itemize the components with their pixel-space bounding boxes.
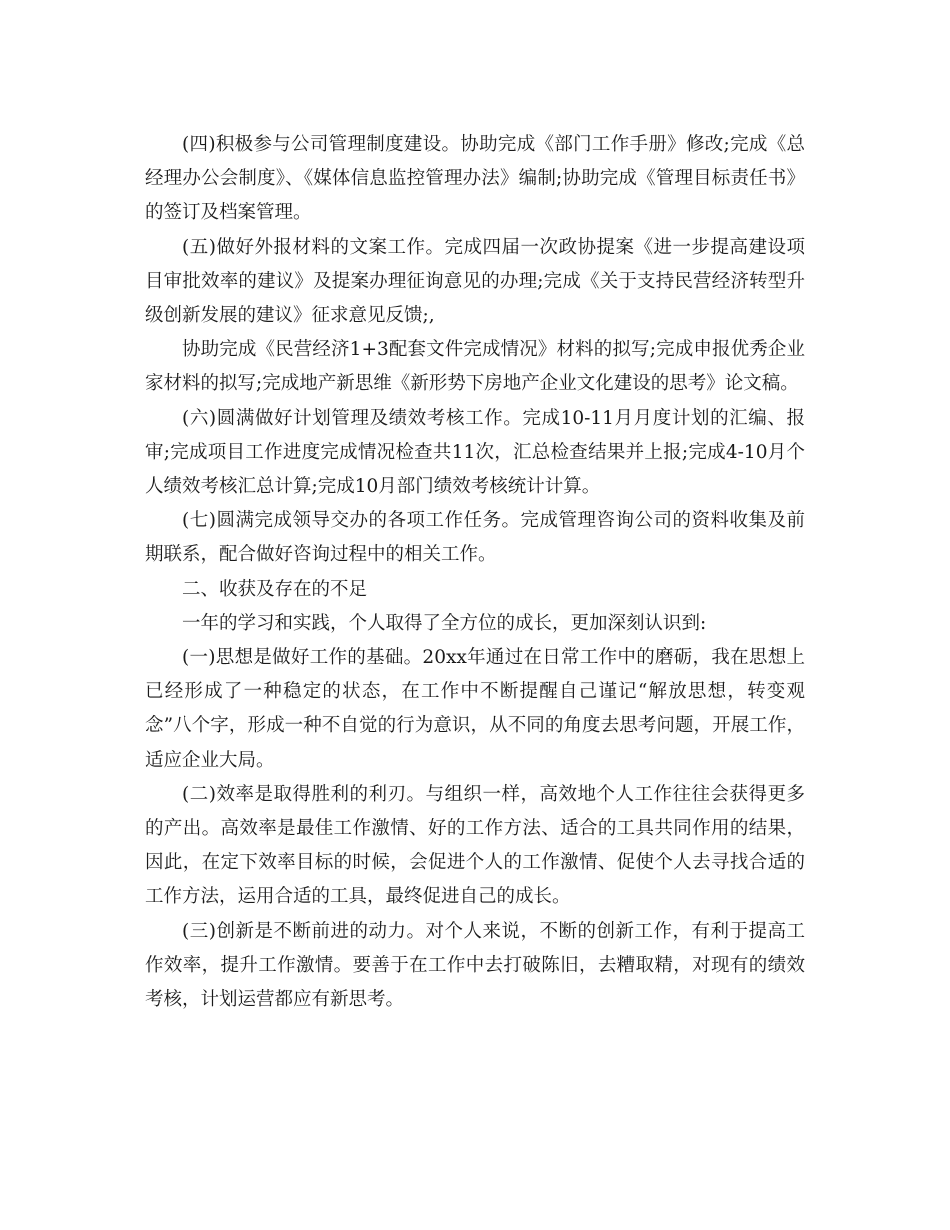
paragraph-assist-drafting: 协助完成《民营经济1+3配套文件完成情况》材料的拟写;完成申报优秀企业家材料的拟写;完成地产新思维《新形势下房地产企业文化建设的思考》论文稿。 [145,339,805,395]
paragraph-thought-foundation: (一)思想是做好工作的基础。20xx年通过在日常工作中的磨砺，我在思想上已经形成了一种稳定的状态，在工作中不断提醒自己谨记“解放思想，转变观念”八个字，形成一种不自觉的行为意识，从不同的角度去思考问题，开展工作，适应企业大局。 [145,647,805,771]
paragraph-innovation: (三)创新是不断前进的动力。对个人来说，不断的创新工作，有利于提高工作效率，提升工作激情。要善于在工作中去打破陈旧，去糟取精，对现有的绩效考核，计划运营都应有新思考。 [145,920,805,1011]
paragraph-efficiency: (二)效率是取得胜利的利刃。与组织一样，高效地个人工作往往会获得更多的产出。高效率是最佳工作激情、好的工作方法、适合的工具共同作用的结果，因此，在定下效率目标的时候，会促进个人的工作激情、促使个人去寻找合适的工作方法，运用合适的工具，最终促进自己的成长。 [145,783,805,908]
paragraph-external-materials: (五)做好外报材料的文案工作。完成四届一次政协提案《进一步提高建设项目审批效率的建议》及提案办理征询意见的办理;完成《关于支持民营经济转型升级创新发展的建议》征求意见反馈;, [145,236,805,327]
paragraph-year-summary: 一年的学习和实践，个人取得了全方位的成长，更加深刻认识到: [182,612,707,634]
paragraph-plan-management: (六)圆满做好计划管理及绩效考核工作。完成10-11月月度计划的汇编、报审;完成项目工作进度完成情况检查共11次，汇总检查结果并上报;完成4-10月个人绩效考核汇总计算;完成10月部门绩效考核统计计算。 [145,407,805,498]
section-heading-gains: 二、收获及存在的不足 [182,578,368,600]
document-body [145,128,805,1017]
paragraph-system-building: (四)积极参与公司管理制度建设。协助完成《部门工作手册》修改;完成《总经理办公会制度》、《媒体信息监控管理办法》编制;协助完成《管理目标责任书》的签订及档案管理。 [145,134,805,224]
paragraph-leader-tasks: (七)圆满完成领导交办的各项工作任务。完成管理咨询公司的资料收集及前期联系，配合做好咨询过程中的相关工作。 [145,510,805,566]
